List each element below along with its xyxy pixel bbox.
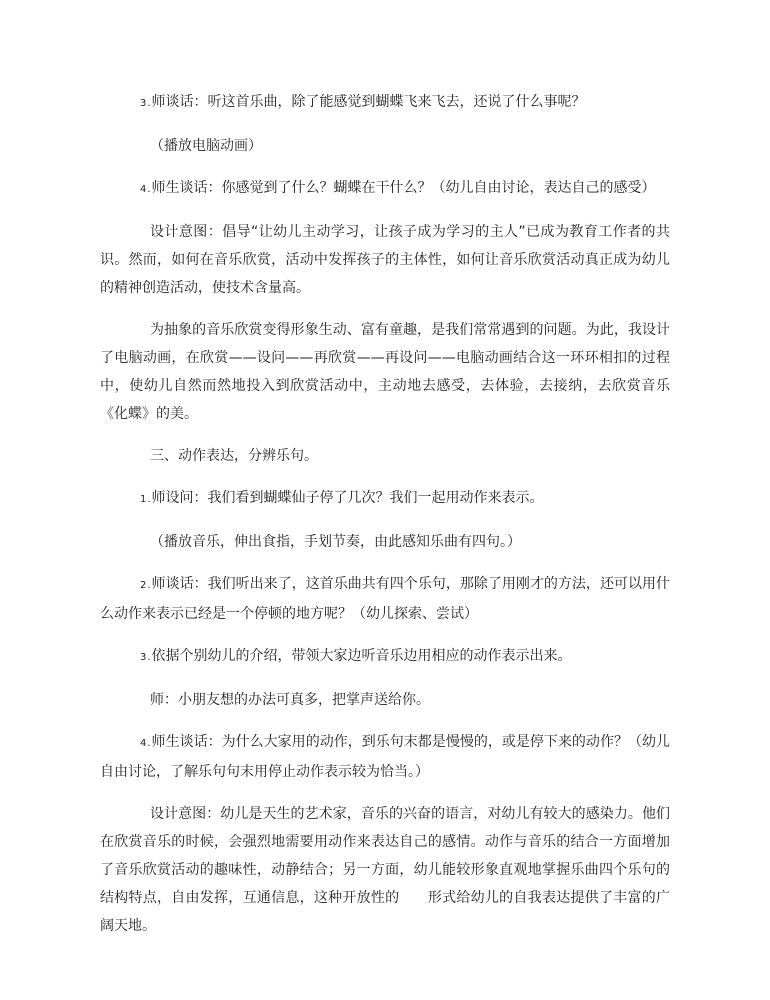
paragraph-text: 三、动作表达，分辨乐句。 (150, 448, 318, 464)
list-marker: 3. (140, 98, 152, 109)
paragraph-text: （播放音乐，伸出食指，手划节奏，由此感知乐曲有四句。） (150, 534, 521, 550)
paragraph-text: 依据个别幼儿的介绍，带领大家边听音乐边用相应的动作表示出来。 (151, 648, 572, 664)
list-marker: 1. (140, 494, 152, 505)
paragraph (100, 728, 670, 786)
paragraph-text: 设计意图：倡导“让幼儿主动学习，让孩子成为学习的主人”已成为教育工作者的共识。然而，如何在音乐欣赏，活动中发挥孩子的主体性，如何让音乐欣赏活动真正成为幼儿的精神创造活动，使技术含量高。 (100, 224, 670, 296)
paragraph-text: 师设问：我们看到蝴蝶仙子停了几次？我们一起用动作来表示。 (151, 490, 544, 506)
list-marker: 4. (140, 738, 152, 749)
paragraph-text: 师：小朋友想的办法可真多，把掌声送给你。 (150, 692, 430, 708)
paragraph-text: 师生谈话：你感觉到了什么？蝴蝶在干什么？（幼儿自由讨论，表达自己的感受） (151, 180, 656, 196)
paragraph-text: 师生谈话：为什么大家用的动作，到乐句末都是慢慢的，或是停下来的动作？（幼儿自由讨论，了解乐句句末用停止动作表示较为恰当。） (100, 734, 670, 780)
paragraph (100, 442, 670, 470)
paragraph (100, 570, 670, 628)
paragraph-text: 师谈话：听这首乐曲，除了能感觉到蝴蝶飞来飞去，还说了什么事呢？ (151, 94, 586, 110)
paragraph (100, 132, 670, 160)
list-marker: 4. (140, 184, 152, 195)
paragraph (100, 88, 670, 118)
list-marker: 2. (140, 580, 152, 591)
paragraph (100, 218, 670, 302)
paragraph-text: （播放电脑动画） (150, 138, 262, 154)
paragraph (100, 642, 670, 672)
paragraph (100, 800, 670, 940)
paragraph (100, 686, 670, 714)
paragraph (100, 174, 670, 204)
paragraph (100, 316, 670, 428)
paragraph (100, 484, 670, 514)
document-body (100, 88, 670, 940)
list-marker: 3. (140, 652, 152, 663)
paragraph-text: 师谈话：我们听出来了，这首乐曲共有四个乐句，那除了用刚才的方法，还可以用什么动作来表示已经是一个停顿的地方呢？（幼儿探索、尝试） (100, 576, 670, 622)
paragraph-text: 为抽象的音乐欣赏变得形象生动、富有童趣，是我们常常遇到的问题。为此，我设计了电脑动画，在欣赏——设问——再欣赏——再设问——电脑动画结合这一环环相扣的过程中，使幼儿自然而然地投入到欣赏活动中，主动地去感受，去体验，去接纳，去欣赏音乐《化蝶》的美。 (100, 322, 670, 422)
paragraph (100, 528, 670, 556)
paragraph-text: 设计意图：幼儿是天生的艺术家，音乐的兴奋的语言，对幼儿有较大的感染力。他们在欣赏音乐的时候，会强烈地需要用动作来表达自己的感情。动作与音乐的结合一方面增加了音乐欣赏活动的趣味性，动静结合；另一方面，幼儿能较形象直观地掌握乐曲四个乐句的结构特点，自由发挥，互通信息，这种开放性的 形式给幼儿的自我表达提供了丰富的广阔天地。 (100, 806, 670, 934)
